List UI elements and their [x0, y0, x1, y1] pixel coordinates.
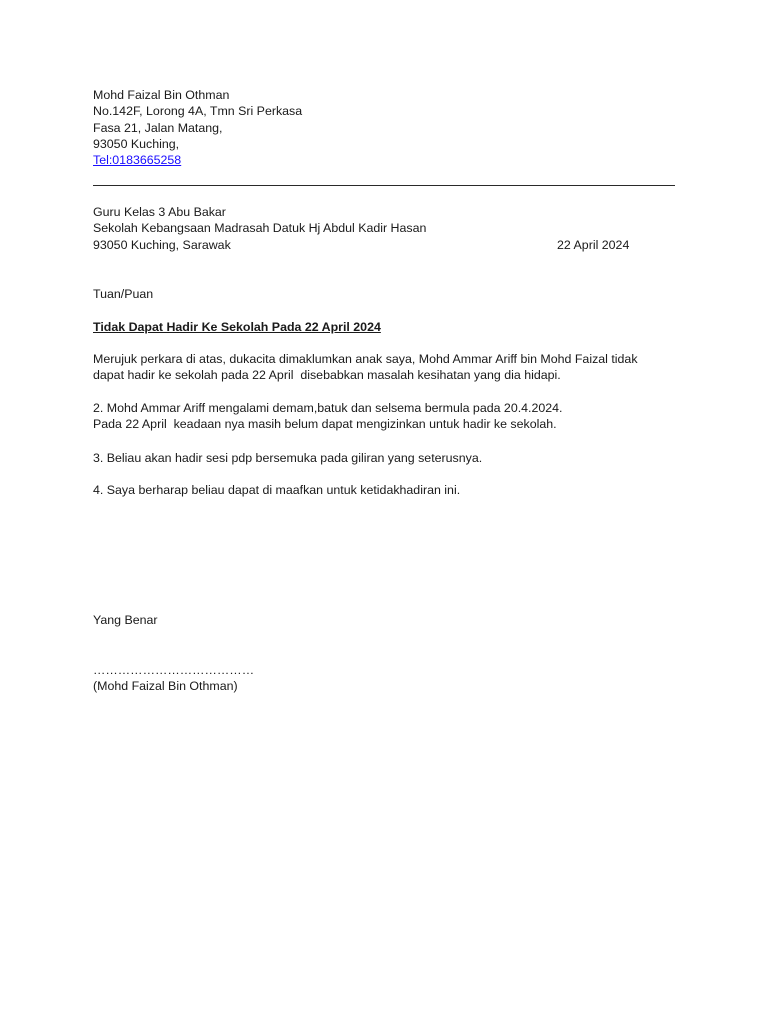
sender-address-line3: 93050 Kuching,	[93, 136, 180, 151]
body-p2-line1: 2. Mohd Ammar Ariff mengalami demam,batuk dan selsema bermula pada 20.4.2024.	[93, 401, 563, 415]
body-paragraph-1	[93, 351, 638, 384]
recipient-line2: Sekolah Kebangsaan Madrasah Datuk Hj Abdul Kadir Hasan	[93, 221, 427, 236]
sender-name: Mohd Faizal Bin Othman	[93, 88, 230, 102]
salutation-text: Tuan/Puan	[93, 287, 154, 301]
signature-block	[93, 662, 254, 695]
sender-phone-link[interactable]: Tel:0183665258	[93, 153, 182, 168]
letter-date: 22 April 2024	[557, 238, 630, 252]
recipient-line1: Guru Kelas 3 Abu Bakar	[93, 205, 226, 219]
signer-name: (Mohd Faizal Bin Othman)	[93, 679, 238, 694]
sender-address-line1: No.142F, Lorong 4A, Tmn Sri Perkasa	[93, 104, 303, 119]
body-p3-text: 3. Beliau akan hadir sesi pdp bersemuka pada giliran yang seterusnya.	[93, 451, 483, 465]
header-divider	[93, 185, 675, 186]
subject-text: Tidak Dapat Hadir Ke Sekolah Pada 22 April 2024	[93, 320, 381, 334]
sender-address-line2: Fasa 21, Jalan Matang,	[93, 120, 223, 135]
sign-off-text: Yang Benar	[93, 613, 158, 627]
closing-sign-off	[93, 612, 158, 628]
body-p1-line2: dapat hadir ke sekolah pada 22 April disebabkan masalah kesihatan yang dia hidapi.	[93, 368, 561, 383]
body-p1-line1: Merujuk perkara di atas, dukacita dimaklumkan anak saya, Mohd Ammar Ariff bin Mohd Faizal tidak	[93, 352, 638, 366]
body-paragraph-2	[93, 400, 563, 433]
body-p2-line2: Pada 22 April keadaan nya masih belum dapat mengizinkan untuk hadir ke sekolah.	[93, 417, 557, 432]
subject-line	[93, 319, 381, 335]
salutation	[93, 286, 153, 302]
body-paragraph-4	[93, 482, 460, 498]
signature-line: …………………………………	[93, 663, 255, 677]
recipient-line3: 93050 Kuching, Sarawak	[93, 237, 231, 252]
sender-address	[93, 87, 302, 168]
body-p4-text: 4. Saya berharap beliau dapat di maafkan untuk ketidakhadiran ini.	[93, 483, 461, 497]
body-paragraph-3	[93, 450, 482, 466]
recipient-address	[93, 204, 426, 253]
